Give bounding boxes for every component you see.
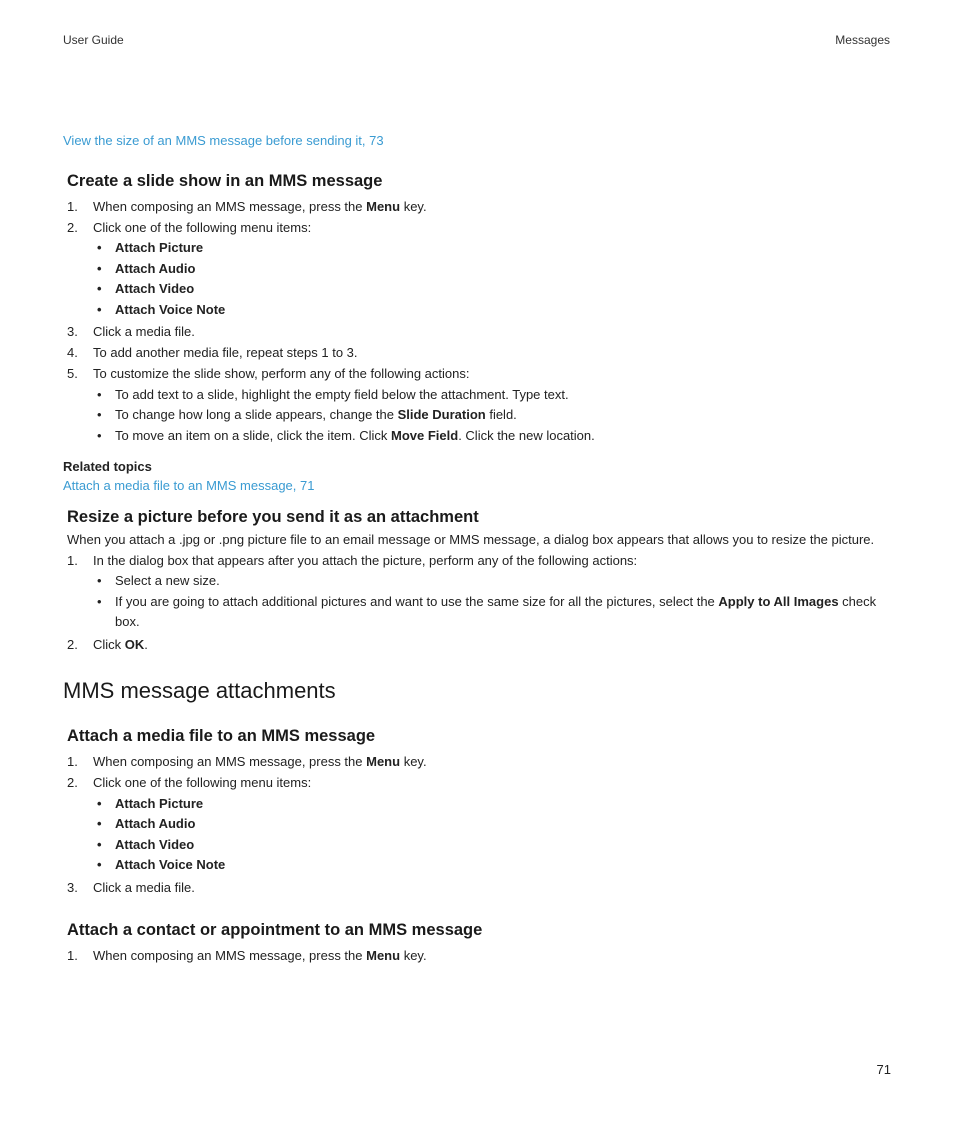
step-number: 2. <box>67 219 78 235</box>
menu-items-list <box>93 238 893 320</box>
section-intro: When you attach a .jpg or .png picture file to an email message or MMS message, a dialog box appears that allows you to resize the picture. <box>67 532 875 548</box>
resize-steps <box>63 551 893 656</box>
menu-key-term: Menu <box>366 199 401 214</box>
section-heading-slide-show: Create a slide show in an MMS message <box>67 172 383 190</box>
bullet-icon: • <box>97 795 102 811</box>
step-number: 5. <box>67 365 78 381</box>
menu-term: Move Field <box>391 427 459 443</box>
step-item <box>63 551 893 633</box>
step-item: 3. Click a media file. <box>63 878 893 899</box>
step-item <box>63 197 893 218</box>
menu-item: • Attach Picture <box>93 238 893 259</box>
menu-item: • Attach Audio <box>93 814 893 835</box>
action-item: • To move an item on a slide, click the item. Click Move Field. Click the new location. <box>93 426 893 447</box>
step-item <box>63 322 893 343</box>
step-item: 2. Click OK. <box>63 635 893 656</box>
actions-list <box>93 385 893 447</box>
action-item: • To change how long a slide appears, change the Slide Duration field. <box>93 405 893 426</box>
step-number: 3. <box>67 324 78 340</box>
chapter-heading: MMS message attachments <box>63 678 336 704</box>
menu-key-term: Menu <box>366 754 401 770</box>
running-header-title: User Guide <box>63 33 124 47</box>
menu-item: • Attach Video <box>93 279 893 300</box>
action-item: • Select a new size. <box>93 571 893 592</box>
bullet-icon: • <box>97 240 102 256</box>
bullet-icon: • <box>97 427 102 443</box>
step-text: When composing an MMS message, press the <box>93 199 367 214</box>
step-text: key. <box>400 199 427 214</box>
menu-item: • Attach Video <box>93 835 893 856</box>
bullet-icon: • <box>97 260 102 276</box>
page-content <box>63 172 893 966</box>
step-number: 1. <box>67 947 78 963</box>
step-item: 1. When composing an MMS message, press the Menu key. <box>63 946 893 967</box>
attach-media-steps <box>63 752 893 898</box>
step-item <box>63 364 893 446</box>
step-number: 2. <box>67 775 78 791</box>
bullet-icon: • <box>97 301 102 317</box>
related-topics-label: Related topics <box>63 459 152 475</box>
bullet-icon: • <box>97 281 102 297</box>
page-number: 71 <box>876 1062 891 1077</box>
step-item <box>63 343 893 364</box>
ok-term: OK <box>124 636 145 652</box>
step-number: 2. <box>67 636 78 652</box>
menu-items-list <box>93 794 893 876</box>
running-header-section: Messages <box>835 33 890 47</box>
field-term: Slide Duration <box>397 407 486 423</box>
checkbox-term: Apply to All Images <box>718 593 839 609</box>
bullet-icon: • <box>97 836 102 852</box>
bullet-icon: • <box>97 857 102 873</box>
menu-item: • Attach Audio <box>93 259 893 280</box>
step-number: 1. <box>67 199 78 214</box>
step-text: Click a media file. <box>93 324 195 340</box>
slide-show-steps <box>63 197 893 446</box>
attach-contact-steps <box>63 946 893 967</box>
step-number: 3. <box>67 879 78 895</box>
bullet-icon: • <box>97 593 102 609</box>
step-item: 1. When composing an MMS message, press the Menu key. <box>63 752 893 773</box>
action-item: • If you are going to attach additional pictures and want to use the same size for all the pictures, select the Apply to All Images check box. <box>97 593 877 630</box>
menu-key-term: Menu <box>366 947 401 963</box>
bullet-icon: • <box>97 816 102 832</box>
bullet-icon: • <box>97 573 102 589</box>
related-topic-link[interactable]: Attach a media file to an MMS message, 71 <box>63 478 315 494</box>
bullet-icon: • <box>97 407 102 423</box>
step-item <box>63 218 893 321</box>
menu-item: • Attach Voice Note <box>93 300 893 321</box>
section-heading-resize-picture: Resize a picture before you send it as an attachment <box>67 508 479 527</box>
bullet-icon: • <box>97 386 102 402</box>
step-number: 1. <box>67 552 78 568</box>
section-heading-attach-contact: Attach a contact or appointment to an MMS message <box>67 920 483 939</box>
step-text: To add another media file, repeat steps 1 to 3. <box>93 345 358 361</box>
step-text: Click one of the following menu items: <box>93 219 312 235</box>
step-text: In the dialog box that appears after you attach the picture, perform any of the following actions: <box>93 552 638 568</box>
step-number: 4. <box>67 345 78 361</box>
actions-list <box>93 571 893 633</box>
action-item: • To add text to a slide, highlight the empty field below the attachment. Type text. <box>93 385 893 406</box>
menu-item: • Attach Picture <box>93 794 893 815</box>
menu-item: • Attach Voice Note <box>93 855 893 876</box>
section-heading-attach-media: Attach a media file to an MMS message <box>67 727 376 746</box>
step-text: To customize the slide show, perform any of the following actions: <box>93 365 470 381</box>
cross-reference-link[interactable]: View the size of an MMS message before sending it, 73 <box>63 133 384 148</box>
step-item: 2. Click one of the following menu items: • Attach Picture • Attach Audio • Attach Video • Attach Voice Note <box>63 773 893 876</box>
step-number: 1. <box>67 754 78 770</box>
